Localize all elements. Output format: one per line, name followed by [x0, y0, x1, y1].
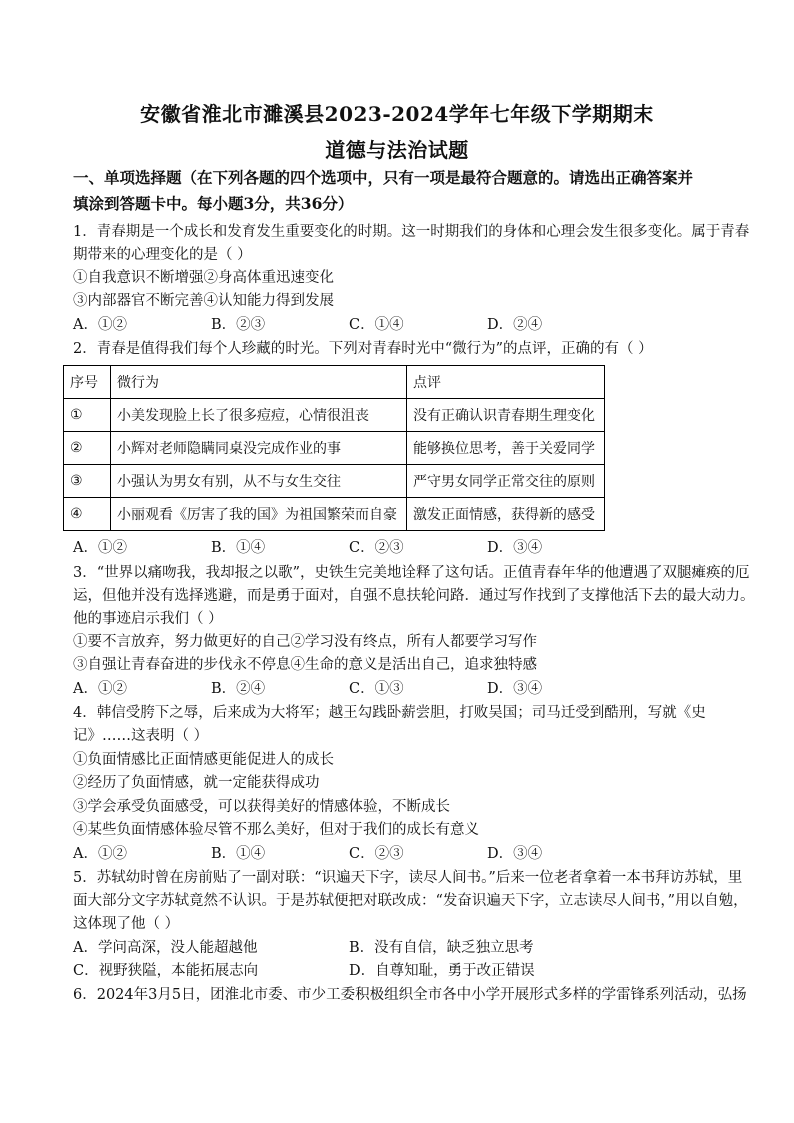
q5-option-c: C．视野狭隘，本能拓展志向	[73, 963, 259, 979]
q6-stem: 6．2024年3月5日，团淮北市委、市少工委积极组织全市各中小学开展形式多样的学雷锋系列活动，弘扬	[73, 987, 747, 1003]
table-header: 微行为	[111, 366, 407, 399]
q4-option-b: B．①④	[211, 846, 266, 862]
table-cell: ①	[64, 399, 111, 432]
table-header: 序号	[64, 366, 111, 399]
q5-stem: 5．苏轼幼时曾在房前贴了一副对联：“识遍天下字，读尽人间书。”后来一位老者拿着一本书拜访苏轼，里	[73, 870, 743, 886]
q2-option-c: C．②③	[349, 540, 404, 556]
q1-option-d: D．②④	[487, 317, 543, 333]
q1-items: ①自我意识不断增强②身高体重迅速变化	[73, 270, 334, 286]
q1-items-cont: ③内部器官不断完善④认知能力得到发展	[73, 293, 334, 309]
q3-stem-cont: 运，但他并没有选择逃避，而是勇于面对，自强不息扶轮问路．通过写作找到了支撑他活下去的最大动力。	[73, 588, 755, 604]
section-heading-cont: 填涂到答题卡中。每小题3分，共36分）	[73, 194, 354, 213]
q3-items-cont: ③自强让青春奋进的步伐永不停息④生命的意义是活出自己，追求独特感	[73, 657, 537, 673]
q4-item: ④某些负面情感体验尽管不那么美好，但对于我们的成长有意义	[73, 822, 479, 838]
table-cell: 激发正面情感，获得新的感受	[407, 498, 605, 531]
q3-option-a: A．①②	[73, 681, 127, 697]
table-row	[64, 465, 605, 498]
q4-item: ②经历了负面情感，就一定能获得成功	[73, 775, 320, 791]
table-row	[64, 399, 605, 432]
q5-option-d: D．自尊知耻，勇于改正错误	[349, 963, 535, 979]
table-cell: ②	[64, 432, 111, 465]
q4-item: ①负面情感比正面情感更能促进人的成长	[73, 752, 334, 768]
table-header-row	[64, 366, 605, 399]
q4-option-a: A．①②	[73, 846, 127, 862]
q2-option-a: A．①②	[73, 540, 127, 556]
q4-item: ③学会承受负面感受，可以获得美好的情感体验，不断成长	[73, 799, 450, 815]
table-cell: ④	[64, 498, 111, 531]
q3-option-c: C．①③	[349, 681, 404, 697]
q1-option-a: A．①②	[73, 317, 127, 333]
q3-items: ①要不言放弃，努力做更好的自己②学习没有终点，所有人都要学习写作	[73, 634, 537, 650]
q3-stem-cont: 他的事迹启示我们（ ）	[73, 611, 223, 627]
q5-option-a: A．学问高深，没人能超越他	[73, 940, 258, 956]
q4-option-c: C．②③	[349, 846, 404, 862]
q2-table	[63, 365, 605, 531]
table-cell: 小美发现脸上长了很多痘痘，心情很沮丧	[111, 399, 407, 432]
table-row	[64, 498, 605, 531]
q1-option-c: C．①④	[349, 317, 404, 333]
q4-option-d: D．③④	[487, 846, 543, 862]
table-cell: 没有正确认识青春期生理变化	[407, 399, 605, 432]
q4-stem: 4．韩信受胯下之辱，后来成为大将军；越王勾践卧薪尝胆，打败吴国；司马迁受到酷刑，写就《史	[73, 705, 706, 721]
q1-option-b: B．②③	[211, 317, 266, 333]
q2-option-d: D．③④	[487, 540, 543, 556]
exam-title: 安徽省淮北市濉溪县2023-2024学年七年级下学期期末	[140, 102, 654, 126]
table-cell: 小强认为男女有别，从不与女生交往	[111, 465, 407, 498]
exam-subject-title: 道德与法治试题	[325, 138, 469, 162]
q3-stem: 3．“世界以痛吻我，我却报之以歌”，史铁生完美地诠释了这句话。正值青春年华的他遭遇了双腿瘫痪的厄	[73, 565, 750, 581]
q5-stem-cont: 这体现了他（ ）	[73, 916, 180, 932]
q2-option-b: B．①④	[211, 540, 266, 556]
q5-stem-cont: 面大部分文字苏轼竟然不认识。于是苏轼便把对联改成：“发奋识遍天下字，立志读尽人间书，”用以自勉，	[73, 893, 748, 909]
table-cell: ③	[64, 465, 111, 498]
table-cell: 能够换位思考，善于关爱同学	[407, 432, 605, 465]
table-row	[64, 432, 605, 465]
table-cell: 严守男女同学正常交往的原则	[407, 465, 605, 498]
q1-stem: 1．青春期是一个成长和发育发生重要变化的时期。这一时期我们的身体和心理会发生很多变化。属于青春	[73, 224, 750, 240]
table-cell: 小辉对老师隐瞒同桌没完成作业的事	[111, 432, 407, 465]
table-cell: 小丽观看《厉害了我的国》为祖国繁荣而自豪	[111, 498, 407, 531]
q2-stem: 2．青春是值得我们每个人珍藏的时光。下列对青春时光中“微行为”的点评，正确的有（ ）	[73, 341, 653, 357]
q4-stem-cont: 记》……这表明（ ）	[73, 728, 209, 744]
q3-option-b: B．②④	[211, 681, 266, 697]
q1-stem-cont: 期带来的心理变化的是（ ）	[73, 247, 252, 263]
q5-option-b: B．没有自信，缺乏独立思考	[349, 940, 534, 956]
section-heading: 一、单项选择题（在下列各题的四个选项中，只有一项是最符合题意的。请选出正确答案并	[73, 168, 694, 187]
q3-option-d: D．③④	[487, 681, 543, 697]
table-header: 点评	[407, 366, 605, 399]
